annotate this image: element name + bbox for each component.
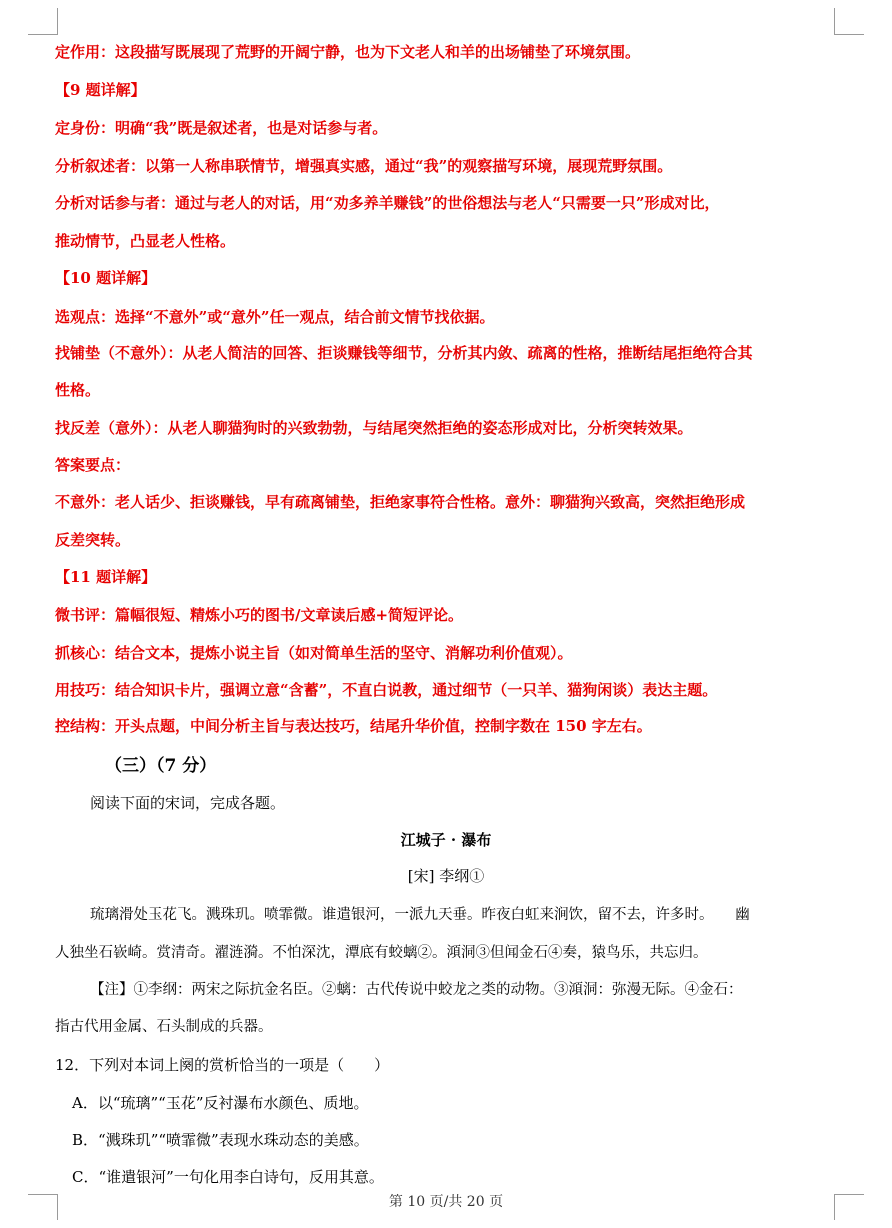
answer-line: 分析叙述者：以第一人称串联情节，增强真实感，通过“我”的观察描写环境，展现荒野氛围。 (55, 157, 673, 175)
poem-note: 【注】①李纲：两宋之际抗金名臣。②螭：古代传说中蛟龙之类的动物。③澒洞：弥漫无际。④金石： (90, 982, 743, 998)
crop-mark-top-right (834, 34, 864, 35)
reading-instruction: 阅读下面的宋词，完成各题。 (90, 794, 286, 812)
option-a: A．以“琉璃”“玉花”反衬瀑布水颜色、质地。 (72, 1094, 369, 1112)
answer-line: 用技巧：结合知识卡片，强调立意“含蓄”，不直白说教，通过细节（一只羊、猫狗闲谈）表达主题。 (55, 681, 718, 699)
answer-line: 定身份：明确“我”既是叙述者，也是对话参与者。 (55, 119, 388, 137)
option-b: B．“溅珠玑”“喷霏微”表现水珠动态的美感。 (72, 1131, 369, 1149)
answer-line: 微书评：篇幅很短、精炼小巧的图书/文章读后感+简短评论。 (55, 606, 464, 624)
q9-heading: 【9 题详解】 (55, 81, 146, 99)
section-heading: （三）（7 分） (105, 756, 217, 776)
answer-line: 选观点：选择“不意外”或“意外”任一观点，结合前文情节找依据。 (55, 308, 495, 326)
poem-title: 江城子 · 瀑布 (400, 831, 492, 849)
answer-line: 找铺垫（不意外）：从老人简洁的回答、拒谈赚钱等细节，分析其内敛、疏离的性格，推断结尾拒绝符合其 (55, 344, 753, 362)
answer-line: 找反差（意外）：从老人聊猫狗时的兴致勃勃，与结尾突然拒绝的姿态形成对比，分析突转效果。 (55, 419, 693, 437)
crop-mark-top-left (28, 34, 58, 35)
option-c: C．“谁遣银河”一句化用李白诗句，反用其意。 (72, 1168, 384, 1186)
answer-line: 分析对话参与者：通过与老人的对话，用“劝多养羊赚钱”的世俗想法与老人“只需要一只”形成对比， (55, 194, 720, 212)
page-footer: 第 10 页/共 20 页 (388, 1194, 504, 1210)
q11-heading: 【11 题详解】 (55, 568, 157, 586)
question-12: 12．下列对本词上阕的赏析恰当的一项是（ ） (55, 1056, 390, 1074)
answer-line: 抓核心：结合文本，提炼小说主旨（如对简单生活的坚守、消解功利价值观）。 (55, 644, 573, 662)
poem-note: 指古代用金属、石头制成的兵器。 (55, 1019, 273, 1035)
crop-mark-top-left (57, 8, 58, 34)
poem-line: 人独坐石嵚崎。赏清奇。濯涟漪。不怕深沈，潭底有蛟螭②。澒洞③但闻金石④奏，猿鸟乐，共忘归。 (55, 945, 708, 961)
q10-heading: 【10 题详解】 (55, 269, 157, 287)
answer-line: 反差突转。 (55, 531, 131, 549)
poem-line: 琉璃滑处玉花飞。溅珠玑。喷霏微。谁遣银河，一派九天垂。昨夜白虹来涧饮，留不去，许多时。 幽 (90, 907, 750, 923)
answer-line: 性格。 (55, 381, 101, 399)
crop-mark-top-right (834, 8, 835, 34)
answer-line: 推动情节，凸显老人性格。 (55, 232, 236, 250)
poem-author: [宋] 李纲① (407, 867, 485, 885)
answer-line: 定作用：这段描写既展现了荒野的开阔宁静，也为下文老人和羊的出场铺垫了环境氛围。 (55, 43, 641, 61)
answer-line: 答案要点： (55, 456, 131, 474)
answer-line: 不意外：老人话少、拒谈赚钱，早有疏离铺垫，拒绝家事符合性格。意外：聊猫狗兴致高，突然拒绝形成 (55, 493, 746, 511)
answer-line: 控结构：开头点题，中间分析主旨与表达技巧，结尾升华价值，控制字数在 150 字左右。 (55, 717, 652, 735)
